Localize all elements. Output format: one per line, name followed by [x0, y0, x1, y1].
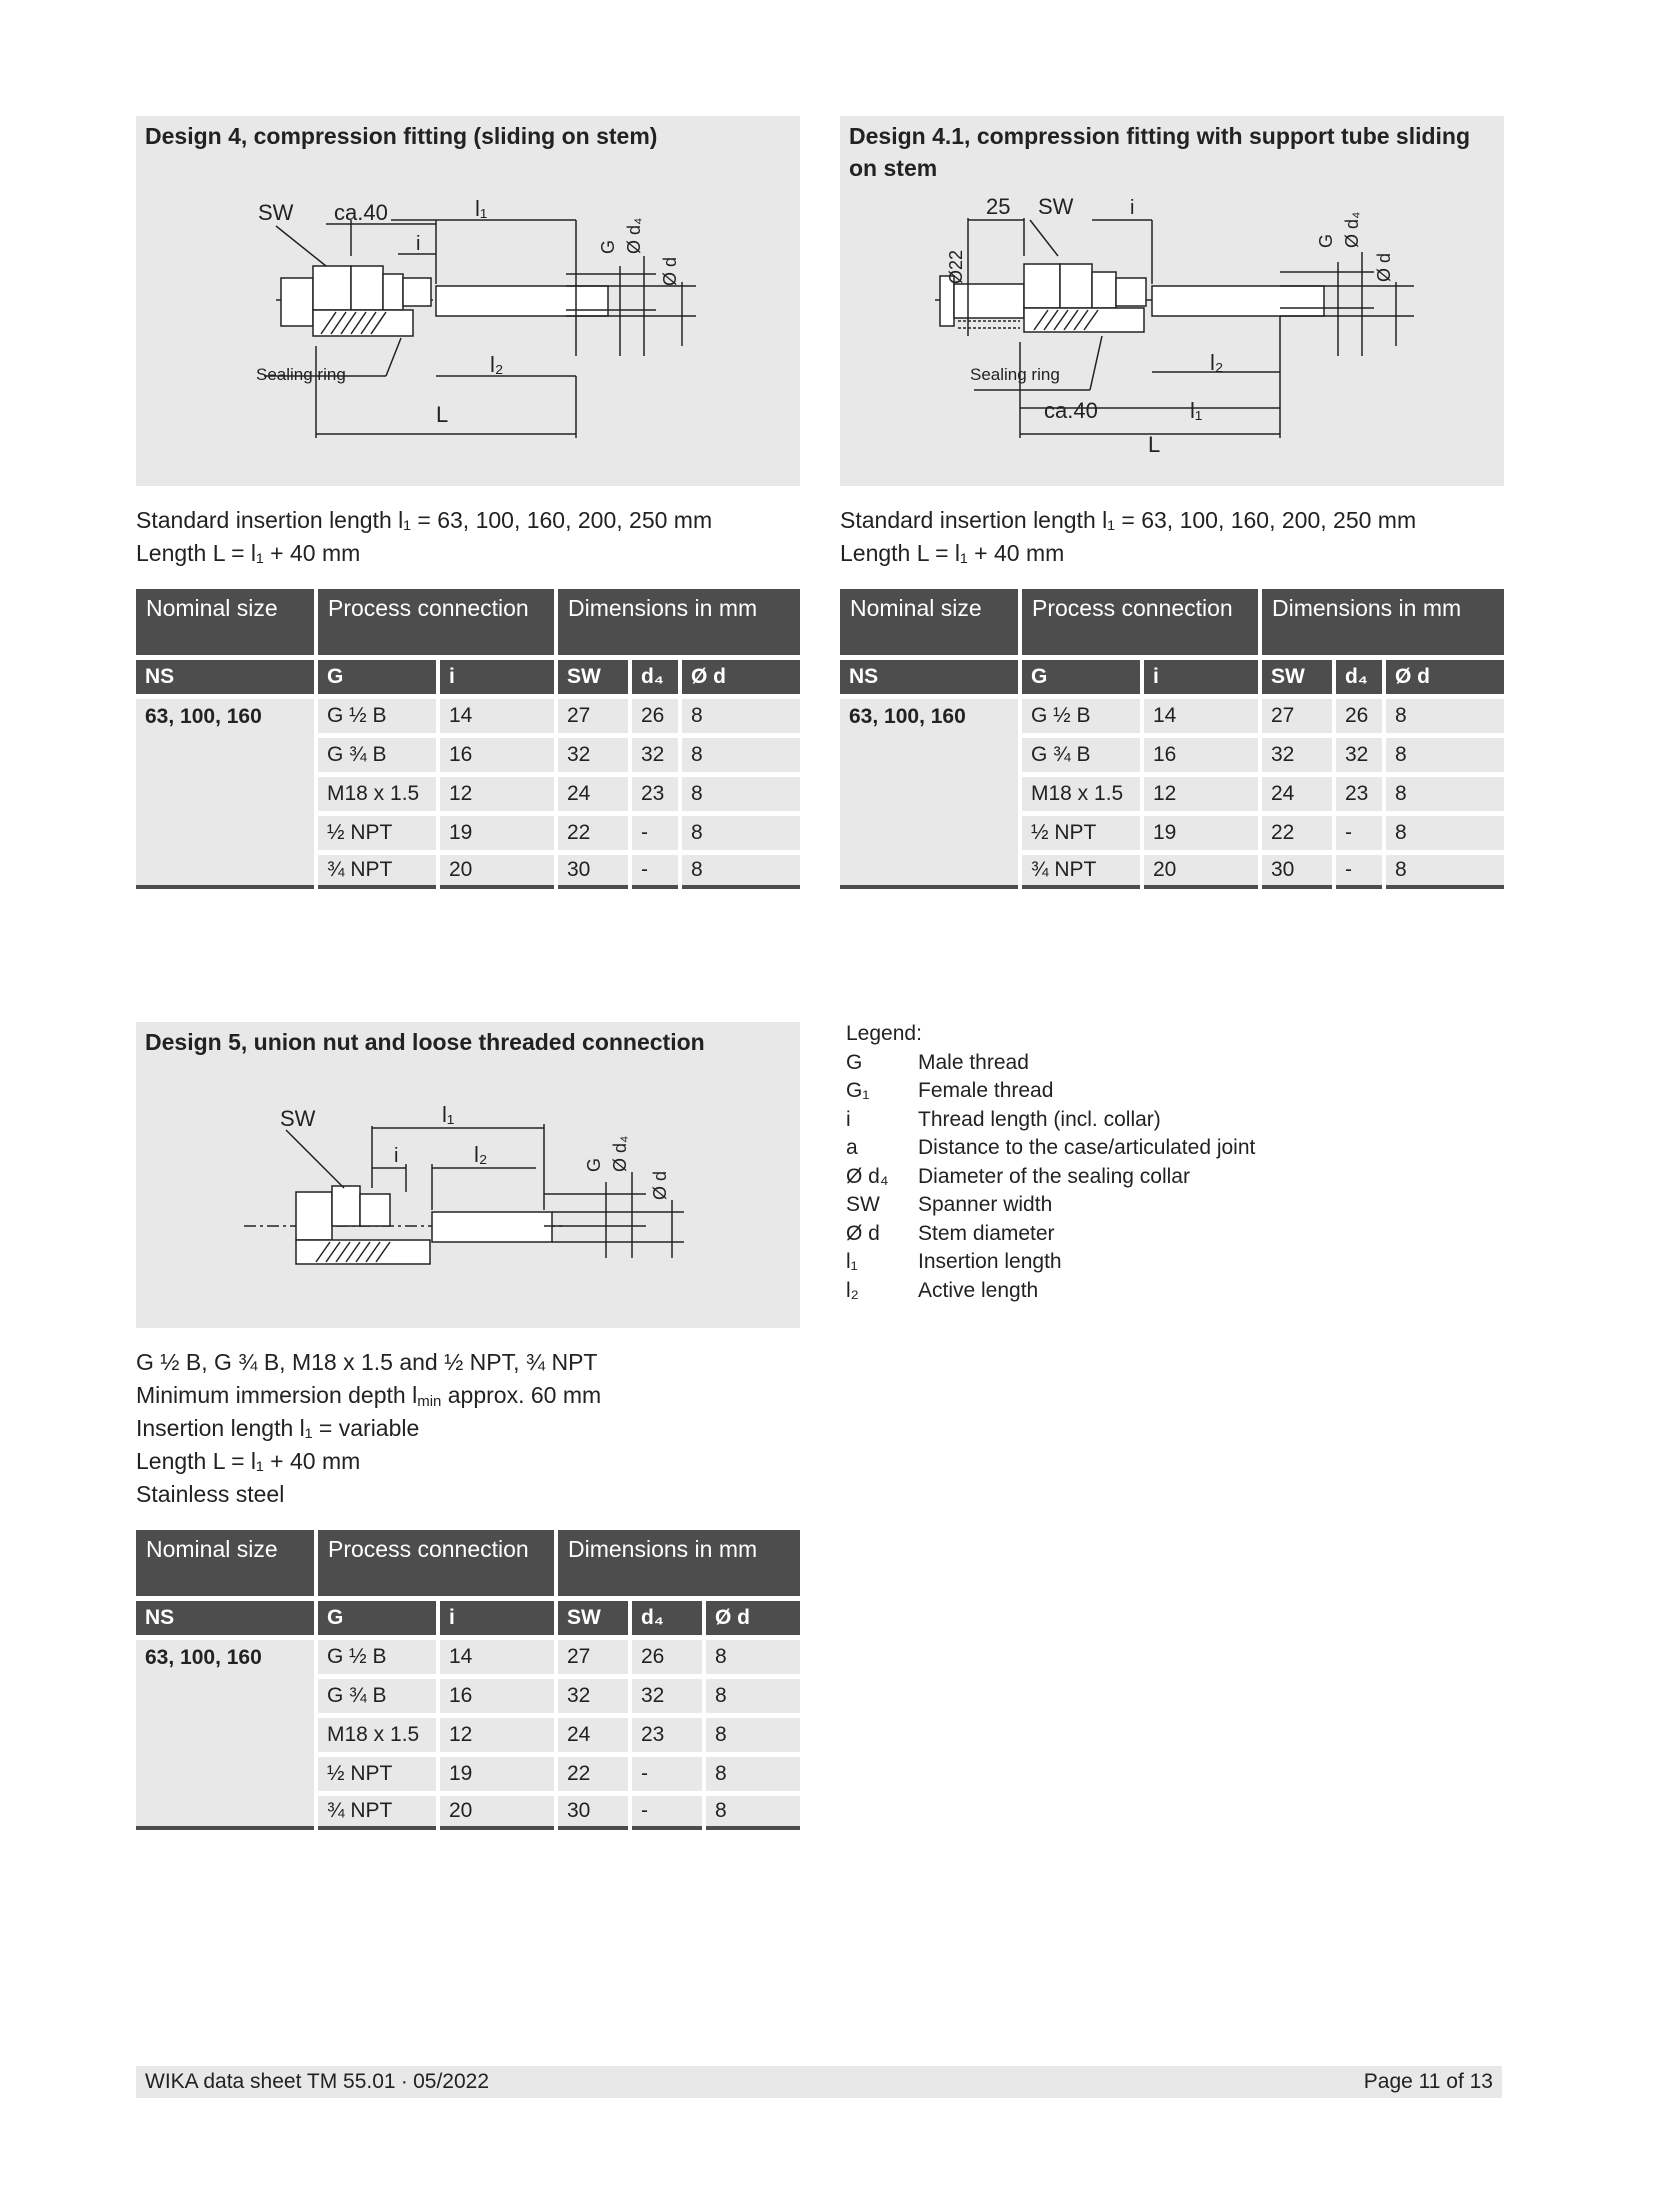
subheader-i: i	[440, 660, 554, 694]
svg-text:i: i	[416, 233, 421, 255]
cell-g: ½ NPT	[1022, 816, 1140, 850]
svg-text:l₁: l₁	[1190, 398, 1203, 423]
cell-d4: 32	[632, 738, 678, 772]
cell-sw: 30	[1262, 855, 1332, 889]
cell-d: 8	[1386, 816, 1504, 850]
subheader-sw: SW	[1262, 660, 1332, 694]
design41-drawing	[840, 116, 1504, 486]
header-dimensions: Dimensions in mm	[558, 589, 800, 655]
cell-g: M18 x 1.5	[1022, 777, 1140, 811]
design5-info-line3: Insertion length l₁ = variable	[136, 1415, 420, 1441]
svg-text:Ø d₄: Ø d₄	[610, 1135, 630, 1172]
cell-g: G ¾ B	[318, 738, 436, 772]
svg-text:L: L	[436, 402, 449, 427]
cell-i: 20	[1144, 855, 1258, 889]
design5-info-line5: Stainless steel	[136, 1481, 285, 1507]
legend-item: i Thread length (incl. collar)	[846, 1107, 1161, 1131]
svg-text:G: G	[1316, 233, 1336, 248]
cell-i: 14	[440, 1640, 554, 1674]
subheader-i: i	[1144, 660, 1258, 694]
design41-info	[840, 504, 1504, 570]
header-dimensions: Dimensions in mm	[558, 1530, 800, 1596]
design5-table	[132, 1525, 804, 1835]
subheader-d4: d₄	[632, 660, 678, 694]
header-dimensions: Dimensions in mm	[1262, 589, 1504, 655]
cell-d4: -	[1336, 816, 1382, 850]
cell-d: 8	[1386, 738, 1504, 772]
cell-i: 16	[440, 738, 554, 772]
header-nominal-size: Nominal size	[136, 589, 314, 655]
svg-text:l₂: l₂	[490, 352, 504, 377]
cell-i: 16	[440, 1679, 554, 1713]
subheader-d4: d₄	[632, 1601, 702, 1635]
svg-text:SW: SW	[1038, 194, 1074, 219]
cell-sw: 27	[1262, 699, 1332, 733]
svg-text:Sealing ring: Sealing ring	[256, 365, 346, 384]
cell-d: 8	[706, 1796, 800, 1830]
svg-text:ca.40: ca.40	[334, 200, 388, 225]
cell-d: 8	[706, 1640, 800, 1674]
svg-text:G: G	[598, 239, 618, 254]
cell-sw: 32	[558, 1679, 628, 1713]
design4-table	[132, 584, 804, 894]
cell-d4: -	[632, 1796, 702, 1830]
cell-sw: 32	[558, 738, 628, 772]
cell-i: 19	[440, 816, 554, 850]
legend-item: G Male thread	[846, 1050, 1029, 1074]
design5-info-line1: G ½ B, G ¾ B, M18 x 1.5 and ½ NPT, ¾ NPT	[136, 1349, 598, 1375]
design5-info-line4: Length L = l₁ + 40 mm	[136, 1448, 361, 1474]
cell-d: 8	[706, 1718, 800, 1752]
svg-text:ca.40: ca.40	[1044, 398, 1098, 423]
cell-d4: 23	[632, 777, 678, 811]
legend-item: l₁ Insertion length	[846, 1250, 1062, 1273]
footer-page-number: Page 11 of 13	[1363, 2070, 1493, 2093]
design41-table	[836, 584, 1508, 894]
subheader-sw: SW	[558, 1601, 628, 1635]
legend-title: Legend:	[846, 1022, 922, 1045]
design41-title: Design 4.1, compression fitting with support tube sliding on stem	[849, 123, 1471, 181]
svg-text:SW: SW	[280, 1106, 316, 1131]
subheader-d: Ø d	[1386, 660, 1504, 694]
subheader-g: G	[318, 1601, 436, 1635]
cell-sw: 30	[558, 855, 628, 889]
svg-text:l₂: l₂	[1210, 350, 1224, 375]
design5-figure	[136, 1022, 800, 1328]
cell-d4: 32	[1336, 738, 1382, 772]
design41-info-line1: Standard insertion length l₁ = 63, 100, 160, 200, 250 mm	[840, 507, 1417, 533]
cell-d4: 32	[632, 1679, 702, 1713]
cell-d4: 26	[632, 699, 678, 733]
page-footer	[136, 2066, 1502, 2098]
cell-g: ½ NPT	[318, 816, 436, 850]
legend	[846, 1020, 1255, 1305]
cell-sw: 22	[1262, 816, 1332, 850]
cell-d: 8	[1386, 855, 1504, 889]
svg-text:l₁: l₁	[442, 1102, 455, 1127]
cell-sw: 27	[558, 1640, 628, 1674]
legend-item: Ø d Stem diameter	[846, 1221, 1055, 1245]
cell-sw: 27	[558, 699, 628, 733]
cell-g: ¾ NPT	[318, 1796, 436, 1830]
cell-g: G ¾ B	[1022, 738, 1140, 772]
cell-g: ¾ NPT	[1022, 855, 1140, 889]
ns-value: 63, 100, 160	[136, 699, 314, 889]
svg-text:G: G	[584, 1157, 604, 1172]
footer-doc-ref: WIKA data sheet TM 55.01 ∙ 05/2022	[145, 2070, 489, 2093]
cell-d4: -	[632, 816, 678, 850]
design5-drawing	[136, 1022, 800, 1328]
design4-info-line1: Standard insertion length l₁ = 63, 100, 160, 200, 250 mm	[136, 507, 713, 533]
design4-info	[136, 504, 800, 570]
cell-i: 12	[1144, 777, 1258, 811]
header-process-connection: Process connection	[1022, 589, 1258, 655]
ns-value: 63, 100, 160	[840, 699, 1018, 889]
cell-d4: 26	[1336, 699, 1382, 733]
cell-i: 16	[1144, 738, 1258, 772]
design5-section	[136, 1022, 800, 1835]
cell-d: 8	[682, 699, 800, 733]
cell-g: G ¾ B	[318, 1679, 436, 1713]
legend-item: Ø d₄ Diameter of the sealing collar	[846, 1164, 1190, 1188]
cell-d: 8	[1386, 777, 1504, 811]
cell-i: 12	[440, 777, 554, 811]
table-row	[136, 1640, 800, 1674]
cell-g: G ½ B	[318, 1640, 436, 1674]
svg-text:Ø d₄: Ø d₄	[624, 217, 644, 254]
cell-i: 20	[440, 1796, 554, 1830]
header-nominal-size: Nominal size	[136, 1530, 314, 1596]
design4-section	[136, 116, 800, 894]
legend-item: SW Spanner width	[846, 1193, 1053, 1216]
cell-i: 14	[1144, 699, 1258, 733]
cell-g: G ½ B	[1022, 699, 1140, 733]
svg-text:Ø d: Ø d	[660, 256, 680, 286]
cell-g: M18 x 1.5	[318, 1718, 436, 1752]
cell-sw: 24	[1262, 777, 1332, 811]
cell-sw: 32	[1262, 738, 1332, 772]
svg-text:l₁: l₁	[475, 196, 488, 221]
cell-d: 8	[706, 1757, 800, 1791]
cell-sw: 24	[558, 1718, 628, 1752]
design41-info-line2: Length L = l₁ + 40 mm	[840, 540, 1065, 566]
cell-d4: -	[632, 855, 678, 889]
cell-d: 8	[682, 777, 800, 811]
svg-text:25: 25	[986, 194, 1011, 219]
subheader-ns: NS	[136, 660, 314, 694]
subheader-g: G	[318, 660, 436, 694]
svg-text:SW: SW	[258, 200, 294, 225]
cell-i: 20	[440, 855, 554, 889]
table-row	[840, 699, 1504, 733]
cell-i: 12	[440, 1718, 554, 1752]
cell-d: 8	[1386, 699, 1504, 733]
cell-d: 8	[706, 1679, 800, 1713]
header-process-connection: Process connection	[318, 1530, 554, 1596]
svg-text:Ø22: Ø22	[946, 249, 966, 284]
cell-i: 14	[440, 699, 554, 733]
cell-d: 8	[682, 738, 800, 772]
svg-text:i: i	[1130, 197, 1135, 219]
cell-i: 19	[1144, 816, 1258, 850]
cell-d4: 23	[1336, 777, 1382, 811]
subheader-i: i	[440, 1601, 554, 1635]
legend-item: l₂ Active length	[846, 1278, 1039, 1302]
table-row	[136, 699, 800, 733]
cell-d4: -	[1336, 855, 1382, 889]
cell-g: ½ NPT	[318, 1757, 436, 1791]
svg-text:L: L	[1148, 432, 1161, 457]
cell-d: 8	[682, 855, 800, 889]
subheader-d4: d₄	[1336, 660, 1382, 694]
subheader-ns: NS	[136, 1601, 314, 1635]
design4-info-line2: Length L = l₁ + 40 mm	[136, 540, 361, 566]
svg-text:i: i	[394, 1145, 399, 1167]
svg-text:Sealing ring: Sealing ring	[970, 365, 1060, 384]
header-nominal-size: Nominal size	[840, 589, 1018, 655]
cell-g: G ½ B	[318, 699, 436, 733]
cell-d4: -	[632, 1757, 702, 1791]
design41-section	[840, 116, 1504, 894]
svg-text:l₂: l₂	[474, 1142, 488, 1167]
cell-g: ¾ NPT	[318, 855, 436, 889]
subheader-sw: SW	[558, 660, 628, 694]
design5-info	[136, 1346, 800, 1511]
legend-item: G₁ Female thread	[846, 1079, 1054, 1102]
design4-figure	[136, 116, 800, 486]
ns-value: 63, 100, 160	[136, 1640, 314, 1830]
cell-i: 19	[440, 1757, 554, 1791]
cell-sw: 22	[558, 816, 628, 850]
subheader-d: Ø d	[706, 1601, 800, 1635]
design41-figure	[840, 116, 1504, 486]
cell-sw: 30	[558, 1796, 628, 1830]
cell-d: 8	[682, 816, 800, 850]
svg-text:Ø d₄: Ø d₄	[1342, 211, 1362, 248]
design5-info-line2: Minimum immersion depth $l_{min}$ approx. 60 mm	[136, 1382, 602, 1410]
header-process-connection: Process connection	[318, 589, 554, 655]
design4-title: Design 4, compression fitting (sliding on stem)	[145, 123, 658, 149]
svg-text:Ø d: Ø d	[650, 1170, 670, 1200]
cell-sw: 24	[558, 777, 628, 811]
cell-d4: 23	[632, 1718, 702, 1752]
subheader-ns: NS	[840, 660, 1018, 694]
subheader-d: Ø d	[682, 660, 800, 694]
legend-item: a Distance to the case/articulated joint	[846, 1136, 1256, 1159]
design5-title: Design 5, union nut and loose threaded connection	[145, 1029, 705, 1055]
svg-text:Ø d: Ø d	[1374, 252, 1394, 282]
subheader-g: G	[1022, 660, 1140, 694]
cell-g: M18 x 1.5	[318, 777, 436, 811]
cell-d4: 26	[632, 1640, 702, 1674]
design4-drawing	[136, 116, 800, 486]
cell-sw: 22	[558, 1757, 628, 1791]
